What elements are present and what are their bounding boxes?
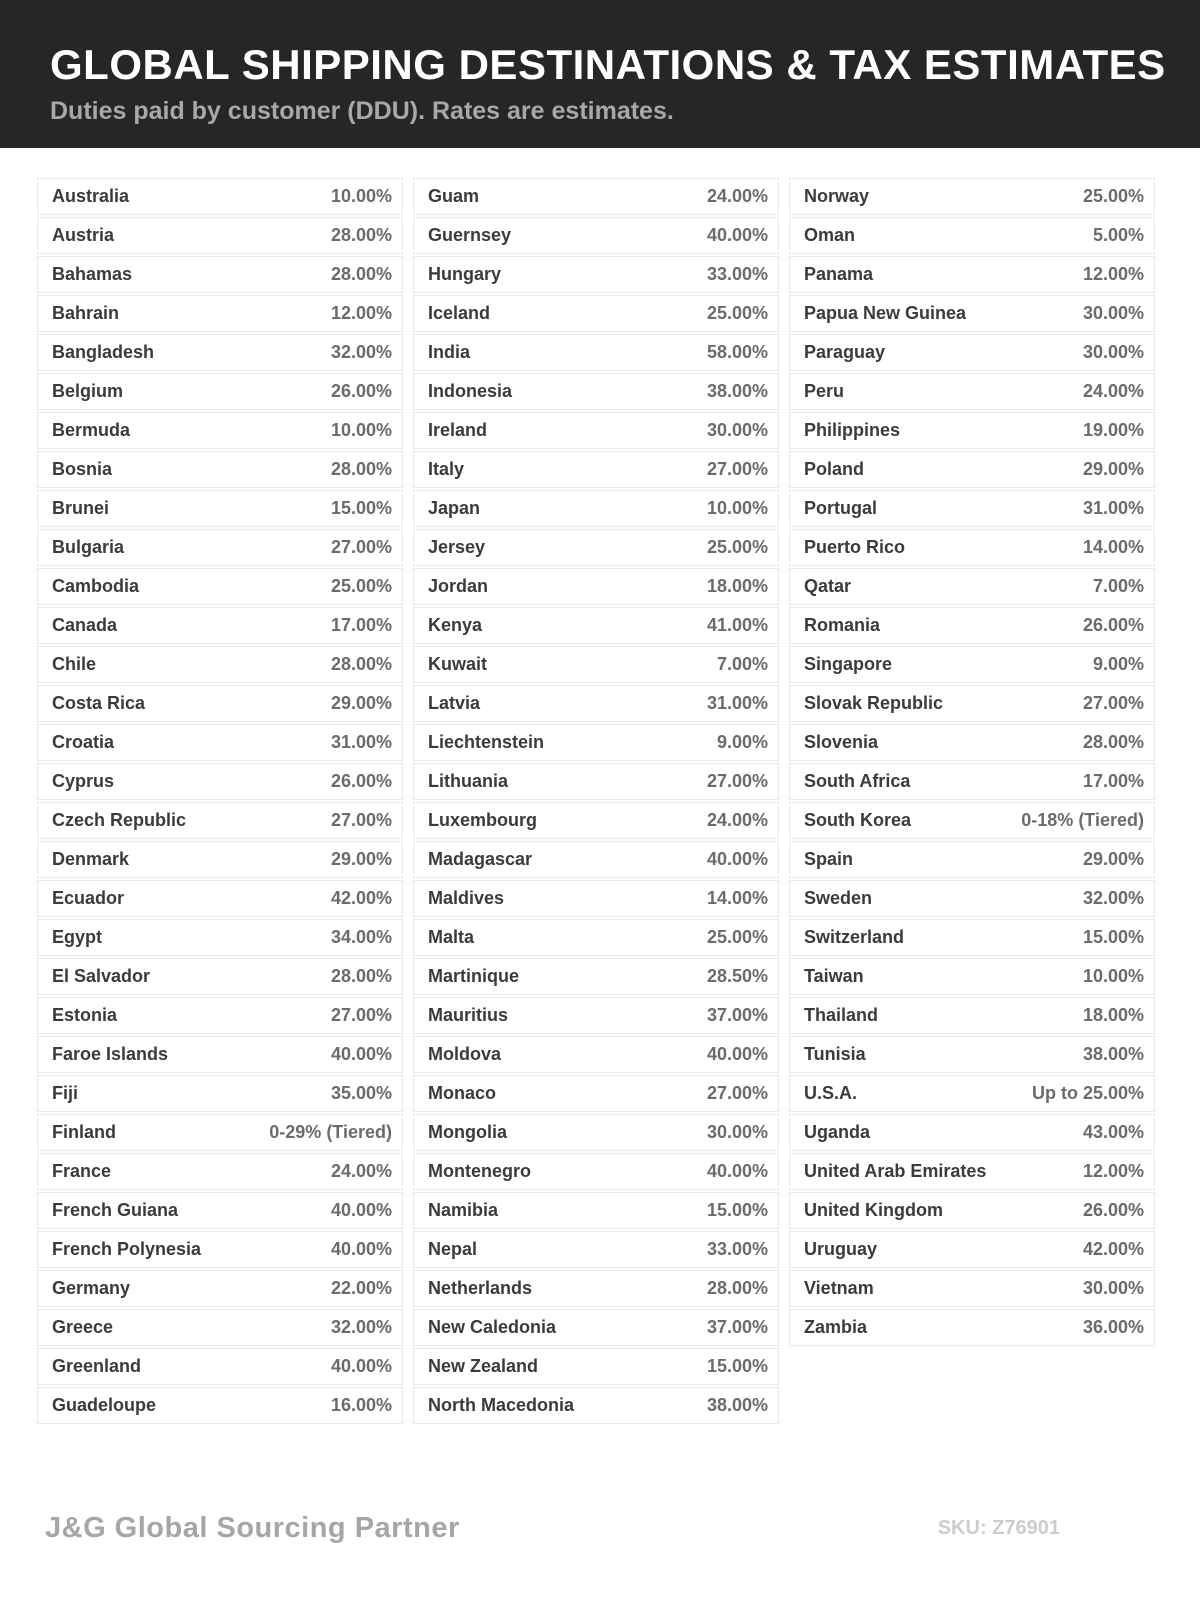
table-row xyxy=(789,451,1155,488)
tax-rate: 27.00% xyxy=(1082,693,1144,713)
tax-rate: 28.00% xyxy=(330,264,392,284)
country-name: Denmark xyxy=(52,849,130,869)
table-row xyxy=(413,373,779,410)
country-name: Ecuador xyxy=(52,888,125,908)
country-name: Uganda xyxy=(804,1122,871,1142)
table-row xyxy=(413,841,779,878)
country-name: Moldova xyxy=(428,1044,502,1064)
table-row xyxy=(789,334,1155,371)
country-name: Guadeloupe xyxy=(52,1395,157,1415)
rate-column-1 xyxy=(37,178,403,1426)
table-row xyxy=(37,568,403,605)
table-row xyxy=(413,1231,779,1268)
country-name: Costa Rica xyxy=(52,693,146,713)
country-name: Faroe Islands xyxy=(52,1044,169,1064)
tax-rate: 12.00% xyxy=(1082,264,1144,284)
table-row xyxy=(413,1114,779,1151)
tax-rate: 10.00% xyxy=(330,186,392,206)
tax-rate: 40.00% xyxy=(706,1161,768,1181)
country-name: Chile xyxy=(52,654,97,674)
table-row xyxy=(37,490,403,527)
country-name: Iceland xyxy=(428,303,491,323)
country-name: Liechtenstein xyxy=(428,732,545,752)
country-name: Brunei xyxy=(52,498,110,518)
country-name: Australia xyxy=(52,186,130,206)
table-row xyxy=(789,295,1155,332)
country-name: New Zealand xyxy=(428,1356,539,1376)
country-name: Spain xyxy=(804,849,854,869)
tax-rate: 37.00% xyxy=(706,1005,768,1025)
country-name: Netherlands xyxy=(428,1278,533,1298)
table-row xyxy=(413,724,779,761)
table-row xyxy=(413,919,779,956)
country-name: Guernsey xyxy=(428,225,512,245)
country-name: Martinique xyxy=(428,966,520,986)
table-row xyxy=(789,646,1155,683)
tax-rate: 15.00% xyxy=(706,1356,768,1376)
table-row xyxy=(413,178,779,215)
table-row xyxy=(37,217,403,254)
tax-rate: 58.00% xyxy=(706,342,768,362)
table-row xyxy=(413,1075,779,1112)
table-row xyxy=(413,451,779,488)
tax-rate: 30.00% xyxy=(1082,303,1144,323)
country-name: Slovenia xyxy=(804,732,879,752)
table-row xyxy=(413,880,779,917)
table-row xyxy=(37,763,403,800)
tax-rate: 10.00% xyxy=(330,420,392,440)
table-row xyxy=(789,997,1155,1034)
tax-rate: 27.00% xyxy=(706,771,768,791)
country-name: U.S.A. xyxy=(804,1083,858,1103)
sku-label: SKU: Z76901 xyxy=(937,1517,1060,1539)
table-row xyxy=(789,841,1155,878)
country-name: Singapore xyxy=(804,654,893,674)
tax-rate: 14.00% xyxy=(1082,537,1144,557)
table-row xyxy=(413,1387,779,1424)
table-row xyxy=(789,217,1155,254)
tax-rate: 10.00% xyxy=(706,498,768,518)
country-name: Sweden xyxy=(804,888,873,908)
table-row xyxy=(37,919,403,956)
country-name: Belgium xyxy=(52,381,124,401)
country-name: Oman xyxy=(804,225,856,245)
table-row xyxy=(37,997,403,1034)
country-name: Madagascar xyxy=(428,849,533,869)
brand-name: J&G Global Sourcing Partner xyxy=(45,1512,460,1544)
country-name: Malta xyxy=(428,927,475,947)
table-row xyxy=(789,1114,1155,1151)
page-header xyxy=(0,0,1200,148)
page-footer xyxy=(0,1512,1200,1545)
tax-rate: 15.00% xyxy=(706,1200,768,1220)
country-name: Cyprus xyxy=(52,771,115,791)
country-name: Uruguay xyxy=(804,1239,878,1259)
table-row xyxy=(37,841,403,878)
country-name: Mongolia xyxy=(428,1122,507,1142)
tax-rate: 28.00% xyxy=(330,459,392,479)
tax-rate: 30.00% xyxy=(706,420,768,440)
page-title: GLOBAL SHIPPING DESTINATIONS & TAX ESTIMATES xyxy=(50,41,1166,88)
table-row xyxy=(789,802,1155,839)
country-name: Egypt xyxy=(52,927,103,947)
country-name: Portugal xyxy=(804,498,878,518)
table-row xyxy=(413,334,779,371)
table-row xyxy=(789,763,1155,800)
table-row xyxy=(37,1270,403,1307)
tax-rate: 30.00% xyxy=(1082,1278,1144,1298)
country-name: Finland xyxy=(52,1122,116,1142)
country-name: Panama xyxy=(804,264,874,284)
tax-rate: 27.00% xyxy=(330,810,392,830)
table-row xyxy=(789,607,1155,644)
rates-table-area xyxy=(0,148,1200,1426)
table-row xyxy=(37,295,403,332)
country-name: Montenegro xyxy=(428,1161,531,1181)
country-name: Indonesia xyxy=(428,381,513,401)
tax-rate: 18.00% xyxy=(706,576,768,596)
tax-rate: 26.00% xyxy=(1082,615,1144,635)
tax-rate: 7.00% xyxy=(1092,576,1144,596)
tax-rate: 0-29% (Tiered) xyxy=(269,1122,392,1142)
country-name: United Arab Emirates xyxy=(804,1161,987,1181)
country-name: Greece xyxy=(52,1317,114,1337)
table-row xyxy=(37,373,403,410)
country-name: Jordan xyxy=(428,576,489,596)
table-row xyxy=(413,1036,779,1073)
tax-rate: 5.00% xyxy=(1092,225,1144,245)
country-name: Qatar xyxy=(804,576,852,596)
table-row xyxy=(789,1231,1155,1268)
tax-rate: 25.00% xyxy=(706,927,768,947)
rate-column-2 xyxy=(413,178,779,1426)
tax-rate: 28.50% xyxy=(706,966,768,986)
tax-rate: 17.00% xyxy=(1082,771,1144,791)
country-name: Bahamas xyxy=(52,264,133,284)
country-name: South Africa xyxy=(804,771,911,791)
tax-rate: 33.00% xyxy=(706,264,768,284)
country-name: El Salvador xyxy=(52,966,151,986)
country-name: Kuwait xyxy=(428,654,488,674)
tax-rate: 31.00% xyxy=(330,732,392,752)
tax-rate: 7.00% xyxy=(716,654,768,674)
tax-rate: 29.00% xyxy=(1082,849,1144,869)
table-row xyxy=(37,451,403,488)
tax-rate: 43.00% xyxy=(1082,1122,1144,1142)
tax-rate: 40.00% xyxy=(706,849,768,869)
tax-rate: 17.00% xyxy=(330,615,392,635)
tax-rate: 12.00% xyxy=(330,303,392,323)
table-row xyxy=(413,490,779,527)
country-name: Lithuania xyxy=(428,771,508,791)
table-row xyxy=(37,1153,403,1190)
tax-rate: 29.00% xyxy=(330,693,392,713)
table-row xyxy=(413,1348,779,1385)
country-name: Zambia xyxy=(804,1317,868,1337)
country-name: Fiji xyxy=(52,1083,78,1103)
tax-rate: 24.00% xyxy=(330,1161,392,1181)
country-name: Puerto Rico xyxy=(804,537,906,557)
tax-rate: 38.00% xyxy=(706,381,768,401)
tax-rate: 32.00% xyxy=(330,342,392,362)
country-name: Papua New Guinea xyxy=(804,303,967,323)
tax-rate: 38.00% xyxy=(706,1395,768,1415)
tax-rate: 27.00% xyxy=(706,459,768,479)
country-name: Guam xyxy=(428,186,480,206)
tax-rate: 24.00% xyxy=(706,186,768,206)
table-row xyxy=(37,958,403,995)
tax-rate: 15.00% xyxy=(330,498,392,518)
tax-rate: 28.00% xyxy=(330,225,392,245)
table-row xyxy=(413,529,779,566)
tax-rate: 9.00% xyxy=(1092,654,1144,674)
table-row xyxy=(37,607,403,644)
tax-rate: 26.00% xyxy=(330,771,392,791)
country-name: Taiwan xyxy=(804,966,864,986)
table-row xyxy=(413,802,779,839)
tax-rate: 32.00% xyxy=(330,1317,392,1337)
tax-rate: 28.00% xyxy=(330,966,392,986)
country-name: Peru xyxy=(804,381,845,401)
tax-rate: 36.00% xyxy=(1082,1317,1144,1337)
tax-rate: 31.00% xyxy=(706,693,768,713)
country-name: Romania xyxy=(804,615,881,635)
table-row xyxy=(789,1309,1155,1346)
tax-rate: 24.00% xyxy=(1082,381,1144,401)
table-row xyxy=(789,1192,1155,1229)
tax-rate: 19.00% xyxy=(1082,420,1144,440)
table-row xyxy=(789,490,1155,527)
country-name: Nepal xyxy=(428,1239,478,1259)
table-row xyxy=(37,724,403,761)
country-name: Japan xyxy=(428,498,481,518)
country-name: Bosnia xyxy=(52,459,113,479)
country-name: Switzerland xyxy=(804,927,905,947)
table-row xyxy=(413,217,779,254)
table-row xyxy=(789,178,1155,215)
country-name: Slovak Republic xyxy=(804,693,944,713)
page-subtitle: Duties paid by customer (DDU). Rates are estimates. xyxy=(50,97,674,125)
country-name: Jersey xyxy=(428,537,486,557)
country-name: Bahrain xyxy=(52,303,120,323)
table-row xyxy=(37,1309,403,1346)
country-name: Poland xyxy=(804,459,865,479)
tax-rate: 27.00% xyxy=(330,537,392,557)
table-row xyxy=(413,997,779,1034)
country-name: Monaco xyxy=(428,1083,497,1103)
tax-rate: 9.00% xyxy=(716,732,768,752)
tax-rate: 29.00% xyxy=(1082,459,1144,479)
table-row xyxy=(789,919,1155,956)
country-name: Cambodia xyxy=(52,576,140,596)
table-row xyxy=(37,880,403,917)
tax-rate: 15.00% xyxy=(1082,927,1144,947)
table-row xyxy=(789,529,1155,566)
country-name: Croatia xyxy=(52,732,115,752)
tax-rate: 40.00% xyxy=(706,225,768,245)
country-name: Greenland xyxy=(52,1356,142,1376)
table-row xyxy=(37,1387,403,1424)
table-row xyxy=(37,256,403,293)
country-name: French Guiana xyxy=(52,1200,179,1220)
table-row xyxy=(37,646,403,683)
tax-rate: 28.00% xyxy=(330,654,392,674)
tax-rate: 37.00% xyxy=(706,1317,768,1337)
tax-rate: 10.00% xyxy=(1082,966,1144,986)
table-row xyxy=(789,256,1155,293)
country-name: Czech Republic xyxy=(52,810,187,830)
tax-rate: 27.00% xyxy=(330,1005,392,1025)
country-name: Ireland xyxy=(428,420,488,440)
tax-rate: 25.00% xyxy=(1082,186,1144,206)
country-name: Austria xyxy=(52,225,115,245)
tax-rate: 12.00% xyxy=(1082,1161,1144,1181)
country-name: Bulgaria xyxy=(52,537,125,557)
tax-rate: 29.00% xyxy=(330,849,392,869)
tax-rate: 31.00% xyxy=(1082,498,1144,518)
table-row xyxy=(413,256,779,293)
table-row xyxy=(37,1231,403,1268)
country-name: Tunisia xyxy=(804,1044,866,1064)
country-name: Thailand xyxy=(804,1005,879,1025)
tax-rate: 40.00% xyxy=(330,1200,392,1220)
table-row xyxy=(413,1309,779,1346)
country-name: Luxembourg xyxy=(428,810,538,830)
country-name: Latvia xyxy=(428,693,481,713)
tax-rate: 35.00% xyxy=(330,1083,392,1103)
country-name: South Korea xyxy=(804,810,912,830)
tax-rate: 0-18% (Tiered) xyxy=(1021,810,1144,830)
tax-rate: 42.00% xyxy=(330,888,392,908)
tax-rate: 32.00% xyxy=(1082,888,1144,908)
country-name: French Polynesia xyxy=(52,1239,202,1259)
country-name: India xyxy=(428,342,471,362)
tax-rate: 26.00% xyxy=(1082,1200,1144,1220)
table-row xyxy=(37,1348,403,1385)
table-row xyxy=(413,1153,779,1190)
country-name: Germany xyxy=(52,1278,131,1298)
table-row xyxy=(37,1036,403,1073)
country-name: Norway xyxy=(804,186,870,206)
table-row xyxy=(789,685,1155,722)
country-name: Italy xyxy=(428,459,465,479)
country-name: Bermuda xyxy=(52,420,131,440)
tax-rate: Up to 25.00% xyxy=(1031,1083,1144,1103)
table-row xyxy=(789,568,1155,605)
country-name: Canada xyxy=(52,615,118,635)
tax-rate: 30.00% xyxy=(706,1122,768,1142)
tax-rate: 33.00% xyxy=(706,1239,768,1259)
table-row xyxy=(789,412,1155,449)
country-name: Estonia xyxy=(52,1005,118,1025)
table-row xyxy=(37,1192,403,1229)
table-row xyxy=(413,1270,779,1307)
table-row xyxy=(789,373,1155,410)
table-row xyxy=(37,802,403,839)
table-row xyxy=(789,1036,1155,1073)
country-name: Maldives xyxy=(428,888,505,908)
table-row xyxy=(413,1192,779,1229)
tax-rate: 40.00% xyxy=(330,1239,392,1259)
table-row xyxy=(413,568,779,605)
table-row xyxy=(413,295,779,332)
table-row xyxy=(37,412,403,449)
country-name: Hungary xyxy=(428,264,502,284)
tax-rate: 28.00% xyxy=(706,1278,768,1298)
tax-rate: 40.00% xyxy=(330,1356,392,1376)
tax-rate: 27.00% xyxy=(706,1083,768,1103)
country-name: United Kingdom xyxy=(804,1200,943,1220)
table-row xyxy=(37,1114,403,1151)
table-row xyxy=(37,1075,403,1112)
table-row xyxy=(789,1153,1155,1190)
tax-rate: 26.00% xyxy=(330,381,392,401)
tax-rate: 40.00% xyxy=(330,1044,392,1064)
tax-rate: 34.00% xyxy=(330,927,392,947)
tax-rate: 25.00% xyxy=(706,303,768,323)
table-row xyxy=(789,724,1155,761)
tax-rate: 16.00% xyxy=(330,1395,392,1415)
table-row xyxy=(37,178,403,215)
tax-rate: 42.00% xyxy=(1082,1239,1144,1259)
table-row xyxy=(413,607,779,644)
country-name: Kenya xyxy=(428,615,483,635)
table-row xyxy=(789,1075,1155,1112)
tax-rate: 40.00% xyxy=(706,1044,768,1064)
country-name: France xyxy=(52,1161,112,1181)
rate-column-3 xyxy=(789,178,1155,1348)
tax-rate: 28.00% xyxy=(1082,732,1144,752)
tax-rate: 22.00% xyxy=(330,1278,392,1298)
table-row xyxy=(37,529,403,566)
country-name: Bangladesh xyxy=(52,342,155,362)
table-row xyxy=(413,685,779,722)
tax-rate: 30.00% xyxy=(1082,342,1144,362)
tax-rate: 25.00% xyxy=(706,537,768,557)
tax-rate: 38.00% xyxy=(1082,1044,1144,1064)
country-name: North Macedonia xyxy=(428,1395,575,1415)
country-name: New Caledonia xyxy=(428,1317,557,1337)
table-row xyxy=(37,685,403,722)
tax-rate: 14.00% xyxy=(706,888,768,908)
table-row xyxy=(413,412,779,449)
table-row xyxy=(413,958,779,995)
table-row xyxy=(789,958,1155,995)
tax-rate: 25.00% xyxy=(330,576,392,596)
country-name: Philippines xyxy=(804,420,901,440)
country-name: Paraguay xyxy=(804,342,886,362)
table-row xyxy=(789,880,1155,917)
tax-rate: 41.00% xyxy=(706,615,768,635)
tax-rate: 24.00% xyxy=(706,810,768,830)
table-row xyxy=(413,763,779,800)
country-name: Vietnam xyxy=(804,1278,874,1298)
country-name: Mauritius xyxy=(428,1005,509,1025)
table-row xyxy=(413,646,779,683)
tax-rate: 18.00% xyxy=(1082,1005,1144,1025)
table-row xyxy=(37,334,403,371)
table-row xyxy=(789,1270,1155,1307)
country-name: Namibia xyxy=(428,1200,499,1220)
